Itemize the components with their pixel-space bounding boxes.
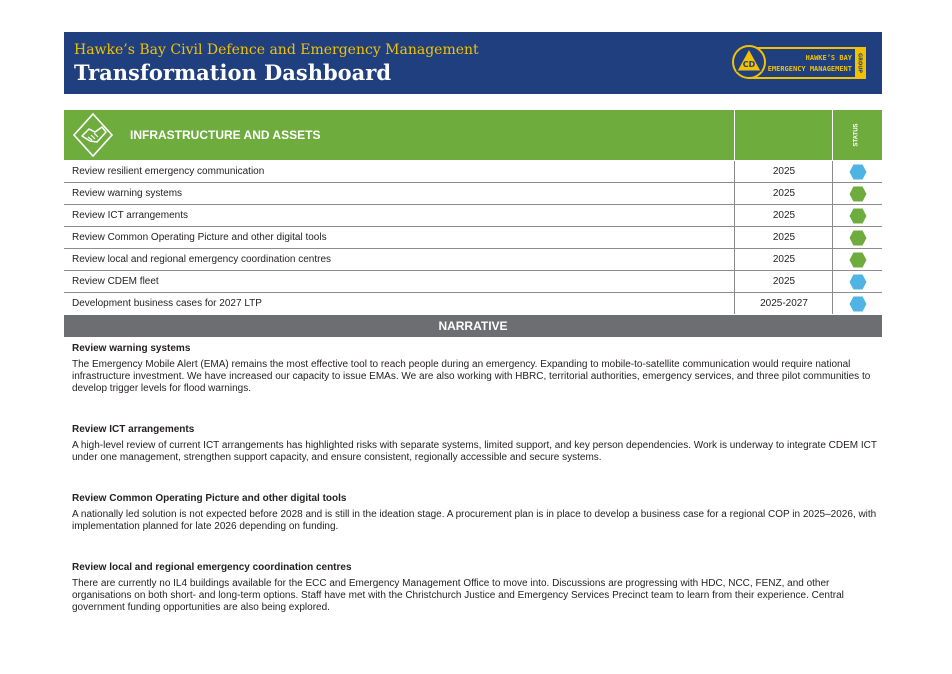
narrative-item	[72, 492, 878, 533]
status-cell	[832, 271, 883, 292]
status-label: STATUS	[853, 123, 860, 147]
table-row	[64, 183, 882, 205]
status-cell	[832, 205, 883, 226]
hb-emergency-management-logo	[732, 45, 868, 81]
year-column-header	[734, 110, 833, 160]
narrative-heading: Review local and regional emergency coordination centres	[72, 562, 352, 573]
initiative-name: Review warning systems	[72, 188, 183, 199]
table-row	[64, 161, 882, 183]
status-hexagon-icon	[849, 208, 867, 224]
initiative-name: Development business cases for 2027 LTP	[72, 298, 262, 309]
narrative-body	[72, 342, 878, 635]
initiatives-table	[64, 161, 882, 314]
page-title: Transformation Dashboard	[74, 60, 392, 85]
narrative-text: A nationally led solution is not expected before 2028 and is still in the ideation stage. A procurement plan is in place to develop a business case for a regional COP in 2025–2026, with implementation planned for late 2026 depending on funding.	[72, 509, 877, 532]
table-row	[64, 249, 882, 271]
logo-group: GROUP	[855, 49, 864, 77]
narrative-header: NARRATIVE	[64, 315, 882, 337]
table-row	[64, 293, 882, 314]
section-heading: INFRASTRUCTURE AND ASSETS	[130, 128, 321, 142]
initiative-name: Review CDEM fleet	[72, 276, 159, 287]
table-row	[64, 271, 882, 293]
initiative-year: 2025	[734, 161, 833, 182]
logo-line-2: EMERGENCY MANAGEMENT	[767, 65, 852, 73]
initiative-name: Review local and regional emergency coordination centres	[72, 254, 332, 265]
narrative-text: The Emergency Mobile Alert (EMA) remains the most effective tool to reach people during an emergency. Expanding to mobile-to-satellite communication would require national infrastructure investment. We have increased our capacity to issue EMAs. We are also working with HBRC, territorial authorities, emergency services, and three pilot communities to develop trigger levels for flood warnings.	[72, 359, 871, 394]
status-cell	[832, 249, 883, 270]
narrative-text: There are currently no IL4 buildings available for the ECC and Emergency Management Office to move into. Discussions are progressing with HDC, NCC, FENZ, and other organisations on both short- and long-term options. Staff have met with the Christchurch Justice and Emergency Services Precinct team to learn from their experience. Central government funding opportunities are also being explored.	[72, 578, 844, 613]
narrative-heading: Review Common Operating Picture and other digital tools	[72, 493, 347, 504]
initiative-name: Review Common Operating Picture and other digital tools	[72, 232, 327, 243]
table-row	[64, 227, 882, 249]
table-row	[64, 205, 882, 227]
logo-line-1: HAWKE’S BAY	[805, 54, 852, 62]
initiative-year: 2025	[734, 249, 833, 270]
status-cell	[832, 161, 883, 182]
initiative-year: 2025	[734, 183, 833, 204]
status-hexagon-icon	[849, 296, 867, 312]
narrative-heading: Review warning systems	[72, 343, 191, 354]
handshake-icon	[64, 110, 122, 160]
initiative-year: 2025	[734, 227, 833, 248]
status-label-wrap	[832, 110, 882, 160]
status-hexagon-icon	[849, 252, 867, 268]
initiative-year: 2025	[734, 271, 833, 292]
status-hexagon-icon	[849, 230, 867, 246]
initiative-year: 2025	[734, 205, 833, 226]
section-header	[64, 110, 882, 160]
status-hexagon-icon	[849, 274, 867, 290]
initiative-name: Review ICT arrangements	[72, 210, 188, 221]
header-banner	[64, 32, 882, 94]
status-hexagon-icon	[849, 186, 867, 202]
status-cell	[832, 183, 883, 204]
status-cell	[832, 293, 883, 314]
status-cell	[832, 227, 883, 248]
initiative-year: 2025-2027	[734, 293, 833, 314]
status-hexagon-icon	[849, 164, 867, 180]
emblem-text: CD	[742, 60, 756, 69]
narrative-heading: Review ICT arrangements	[72, 424, 195, 435]
narrative-text: A high-level review of current ICT arrangements has highlighted risks with separate systems, limited support, and key person dependencies. Work is underway to integrate CDEM ICT under one management, strengthen support capacity, and ensure consistent, regionally accessible and secure systems.	[72, 440, 877, 463]
narrative-item	[72, 561, 878, 614]
organisation-name: Hawke’s Bay Civil Defence and Emergency Management	[74, 42, 479, 58]
narrative-item	[72, 423, 878, 464]
initiative-name: Review resilient emergency communication	[72, 166, 265, 177]
civil-defence-emblem-icon	[732, 45, 766, 79]
narrative-item	[72, 342, 878, 395]
